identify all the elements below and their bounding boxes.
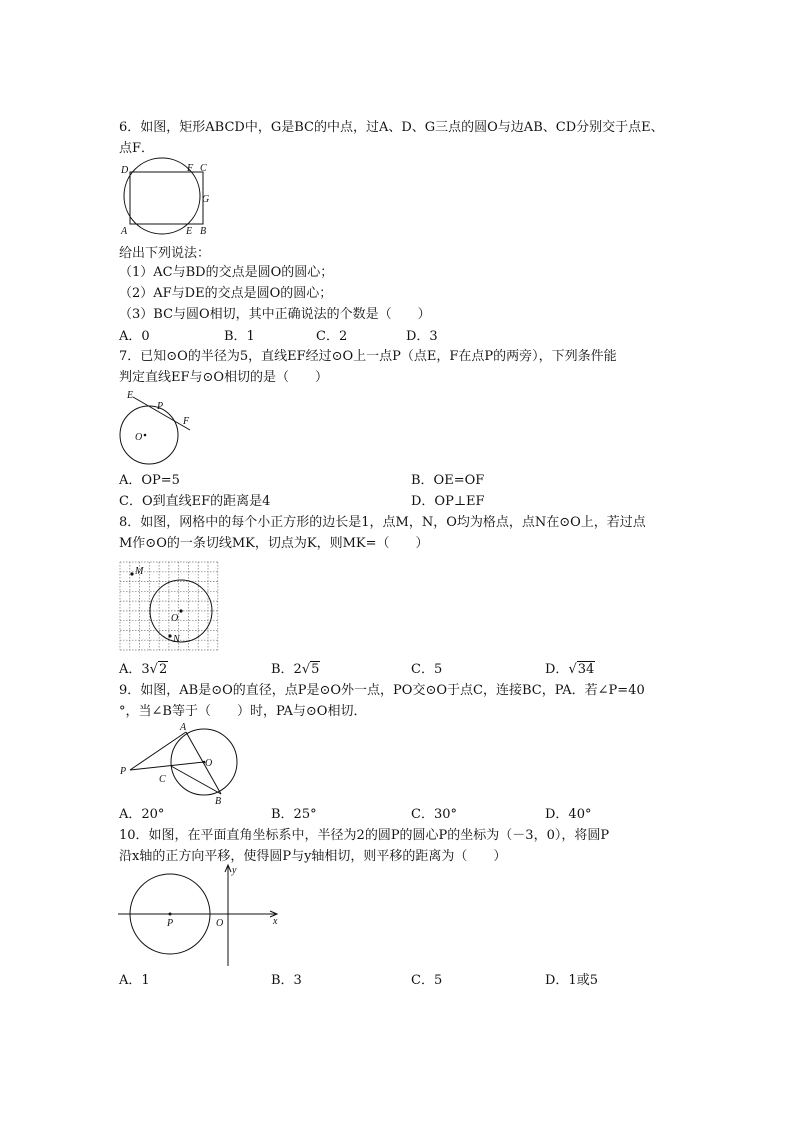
q7-option-b[interactable]: B．OE=OF — [411, 473, 485, 488]
q6-statement-2: （2）AF与DE的交点是圆O的圆心； — [119, 286, 333, 301]
q7-stem-line2: 判定直线EF与⊙O相切的是（ ） — [119, 370, 329, 385]
q6-intro: 给出下列说法： — [119, 246, 211, 261]
q6-option-c[interactable]: C．2 — [316, 329, 348, 344]
q7-label-p: P — [157, 401, 164, 412]
q7-label-f: F — [183, 416, 190, 427]
q8-point-n — [168, 634, 171, 637]
q7-option-d[interactable]: D．OP⊥EF — [411, 494, 485, 509]
q10-stem-line1: 10．如图，在平面直角坐标系中，半径为2的圆P的圆心P的坐标为（－3，0），将圆P — [119, 828, 610, 843]
q8-label-m: M — [135, 566, 144, 577]
q7-option-c[interactable]: C．O到直线EF的距离是4 — [119, 494, 271, 509]
q10-label-y: y — [232, 865, 237, 876]
q8-option-b-radical: √5 — [301, 662, 320, 677]
q6-figure — [118, 160, 218, 238]
q6-statement-3: （3）BC与圆O相切，其中正确说法的个数是（ ） — [119, 307, 431, 322]
q6-label-f: F — [187, 163, 194, 174]
q9-segment-pa — [130, 732, 186, 770]
q9-option-a[interactable]: A．20° — [119, 807, 165, 822]
q10-label-o: O — [216, 918, 224, 929]
q9-label-p: P — [120, 766, 127, 777]
q10-option-c[interactable]: C．5 — [411, 973, 443, 988]
q7-label-o: O — [135, 432, 143, 443]
q8-option-b[interactable] — [271, 661, 320, 679]
q8-option-d[interactable] — [545, 661, 595, 679]
q9-label-b: B — [215, 796, 222, 807]
q8-stem-line1: 8．如图，网格中的每个小正方形的边长是1，点M，N，O均为格点，点N在⊙O上，若过点 — [119, 515, 646, 530]
q6-option-b[interactable]: B．1 — [224, 329, 255, 344]
q8-figure — [120, 562, 220, 652]
q6-rectangle-abcd — [130, 172, 203, 224]
q8-option-b-prefix: B．2 — [271, 662, 302, 677]
q9-label-c: C — [159, 774, 166, 785]
q7-label-e: E — [127, 390, 134, 401]
q9-stem-line1: 9．如图，AB是⊙O的直径，点P是⊙O外一点，PO交⊙O于点C，连接BC，PA．若∠P=40 — [119, 683, 645, 698]
q7-option-a[interactable]: A．OP=5 — [119, 473, 180, 488]
q9-option-c[interactable]: C．30° — [411, 807, 457, 822]
q8-option-d-prefix: D． — [545, 662, 569, 677]
q7-circle-o — [120, 406, 178, 464]
q6-label-d: D — [121, 165, 129, 176]
q9-option-b[interactable]: B．25° — [271, 807, 317, 822]
q6-label-c: C — [200, 163, 207, 174]
q7-stem-line1: 7．已知⊙O的半径为5，直线EF经过⊙O上一点P（点E，F在点P的两旁），下列条件能 — [119, 349, 617, 364]
q8-option-a-prefix: A．3 — [119, 662, 150, 677]
q8-label-n: N — [173, 634, 180, 645]
q9-segment-po — [130, 762, 204, 770]
q9-option-d[interactable]: D．40° — [545, 807, 592, 822]
q8-option-a-radical: √2 — [149, 662, 168, 677]
q9-figure — [118, 720, 243, 805]
q6-label-e: E — [186, 226, 193, 237]
q6-option-a[interactable]: A．0 — [119, 329, 150, 344]
q10-option-a[interactable]: A．1 — [119, 973, 150, 988]
q7-point-o — [144, 434, 147, 437]
q8-option-d-radical: √34 — [568, 662, 595, 677]
q10-option-d[interactable]: D．1或5 — [545, 973, 598, 988]
q9-label-o: O — [205, 758, 213, 769]
q8-stem-line2: M作⊙O的一条切线MK，切点为K，则MK=（ ） — [119, 536, 429, 551]
q10-point-p — [169, 913, 172, 916]
q8-point-m — [130, 572, 133, 575]
q8-option-a[interactable] — [119, 661, 168, 679]
q6-option-d[interactable]: D．3 — [406, 329, 438, 344]
q6-stem-line2: 点F． — [119, 141, 155, 156]
q10-stem-line2: 沿x轴的正方向平移，使得圆P与y轴相切，则平移的距离为（ ） — [119, 849, 507, 864]
q10-label-x: x — [273, 916, 278, 927]
q7-figure — [118, 388, 208, 468]
q8-option-c[interactable] — [411, 661, 442, 679]
q10-figure — [116, 860, 286, 970]
q9-stem-line2: °，当∠B等于（ ）时，PA与⊙O相切． — [119, 704, 367, 719]
q6-statement-1: （1）AC与BD的交点是圆O的圆心； — [119, 265, 334, 280]
q6-stem-line1: 6．如图，矩形ABCD中，G是BC的中点，过A、D、G三点的圆O与边AB、CD分别交于点E、 — [119, 120, 664, 135]
q8-option-c-text: C．5 — [411, 662, 443, 677]
q8-label-o: O — [171, 613, 179, 624]
q9-label-a: A — [180, 722, 187, 733]
q8-point-o — [179, 609, 182, 612]
q10-option-b[interactable]: B．3 — [271, 973, 302, 988]
q6-label-g: G — [202, 194, 210, 205]
q10-label-p: P — [167, 918, 174, 929]
q6-label-a: A — [121, 226, 128, 237]
q6-label-b: B — [200, 226, 207, 237]
